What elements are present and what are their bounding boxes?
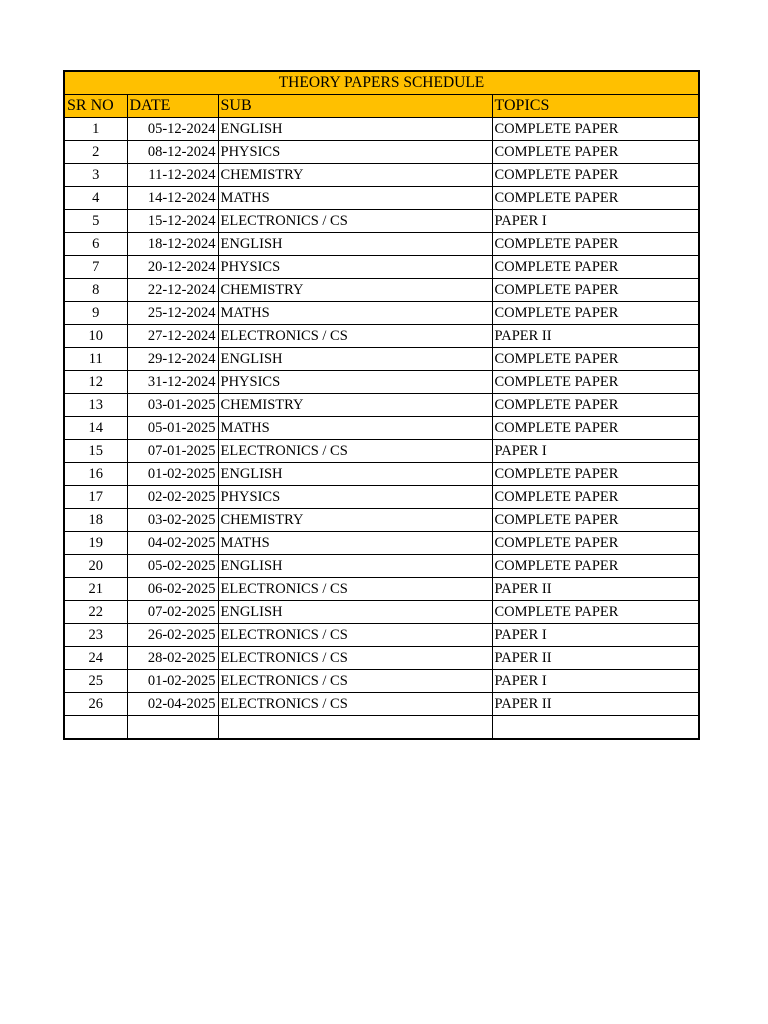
cell-date: 11-12-2024 [127, 164, 218, 187]
cell-sub: MATHS [218, 532, 492, 555]
cell-sr-no: 4 [64, 187, 127, 210]
table-row [64, 624, 699, 647]
cell-sr-no: 25 [64, 670, 127, 693]
title-row [64, 71, 699, 95]
cell-sub: CHEMISTRY [218, 509, 492, 532]
cell-date: 08-12-2024 [127, 141, 218, 164]
table-row [64, 601, 699, 624]
cell-sub: ELECTRONICS / CS [218, 578, 492, 601]
table-row [64, 417, 699, 440]
cell-date: 05-02-2025 [127, 555, 218, 578]
cell-date: 14-12-2024 [127, 187, 218, 210]
cell-date: 28-02-2025 [127, 647, 218, 670]
cell-sr-no: 17 [64, 486, 127, 509]
cell-sr-no: 2 [64, 141, 127, 164]
cell-sub: ELECTRONICS / CS [218, 670, 492, 693]
header-topics: TOPICS [492, 95, 699, 118]
cell-sub: PHYSICS [218, 371, 492, 394]
cell-sr-no: 1 [64, 118, 127, 141]
cell-date: 01-02-2025 [127, 463, 218, 486]
cell-sr-no: 12 [64, 371, 127, 394]
empty-row [64, 716, 699, 740]
cell-date: 06-02-2025 [127, 578, 218, 601]
cell-topics: PAPER I [492, 670, 699, 693]
cell-sr-no: 18 [64, 509, 127, 532]
cell-sr-no: 3 [64, 164, 127, 187]
cell-sub: PHYSICS [218, 141, 492, 164]
cell-sr-no: 8 [64, 279, 127, 302]
cell-topics: COMPLETE PAPER [492, 141, 699, 164]
table-row [64, 578, 699, 601]
cell-topics: COMPLETE PAPER [492, 118, 699, 141]
table-row [64, 463, 699, 486]
cell-sr-no: 13 [64, 394, 127, 417]
empty-cell [64, 716, 127, 740]
cell-topics: COMPLETE PAPER [492, 601, 699, 624]
cell-topics: PAPER I [492, 210, 699, 233]
cell-topics: COMPLETE PAPER [492, 302, 699, 325]
cell-sub: MATHS [218, 417, 492, 440]
cell-topics: PAPER II [492, 578, 699, 601]
cell-date: 27-12-2024 [127, 325, 218, 348]
table-row [64, 302, 699, 325]
cell-date: 03-02-2025 [127, 509, 218, 532]
table-row [64, 118, 699, 141]
empty-cell [127, 716, 218, 740]
cell-sub: CHEMISTRY [218, 164, 492, 187]
table-row [64, 233, 699, 256]
cell-sr-no: 23 [64, 624, 127, 647]
schedule-table [63, 70, 700, 740]
cell-topics: PAPER II [492, 647, 699, 670]
cell-sub: ENGLISH [218, 233, 492, 256]
cell-sub: CHEMISTRY [218, 394, 492, 417]
cell-sr-no: 10 [64, 325, 127, 348]
cell-sub: ENGLISH [218, 118, 492, 141]
cell-sub: ELECTRONICS / CS [218, 440, 492, 463]
table-row [64, 141, 699, 164]
header-sub: SUB [218, 95, 492, 118]
cell-topics: COMPLETE PAPER [492, 555, 699, 578]
cell-date: 05-12-2024 [127, 118, 218, 141]
table-row [64, 210, 699, 233]
cell-date: 02-04-2025 [127, 693, 218, 716]
cell-topics: COMPLETE PAPER [492, 187, 699, 210]
cell-topics: COMPLETE PAPER [492, 164, 699, 187]
cell-date: 20-12-2024 [127, 256, 218, 279]
table-row [64, 256, 699, 279]
cell-topics: COMPLETE PAPER [492, 394, 699, 417]
cell-date: 29-12-2024 [127, 348, 218, 371]
cell-sr-no: 15 [64, 440, 127, 463]
cell-sr-no: 21 [64, 578, 127, 601]
cell-date: 05-01-2025 [127, 417, 218, 440]
cell-sr-no: 7 [64, 256, 127, 279]
cell-date: 26-02-2025 [127, 624, 218, 647]
cell-date: 04-02-2025 [127, 532, 218, 555]
cell-sub: CHEMISTRY [218, 279, 492, 302]
table-row [64, 555, 699, 578]
cell-date: 31-12-2024 [127, 371, 218, 394]
cell-date: 07-02-2025 [127, 601, 218, 624]
cell-sub: ELECTRONICS / CS [218, 647, 492, 670]
table-row [64, 371, 699, 394]
table-row [64, 647, 699, 670]
cell-sr-no: 19 [64, 532, 127, 555]
table-row [64, 279, 699, 302]
cell-topics: PAPER I [492, 440, 699, 463]
cell-topics: COMPLETE PAPER [492, 463, 699, 486]
cell-topics: COMPLETE PAPER [492, 486, 699, 509]
cell-sr-no: 20 [64, 555, 127, 578]
cell-topics: COMPLETE PAPER [492, 279, 699, 302]
cell-date: 15-12-2024 [127, 210, 218, 233]
cell-sub: ELECTRONICS / CS [218, 210, 492, 233]
table-row [64, 440, 699, 463]
cell-date: 25-12-2024 [127, 302, 218, 325]
cell-sr-no: 5 [64, 210, 127, 233]
header-row [64, 95, 699, 118]
cell-sub: ENGLISH [218, 463, 492, 486]
cell-sub: MATHS [218, 302, 492, 325]
table-row [64, 187, 699, 210]
cell-topics: PAPER II [492, 325, 699, 348]
cell-sub: PHYSICS [218, 256, 492, 279]
cell-sr-no: 9 [64, 302, 127, 325]
table-row [64, 348, 699, 371]
empty-cell [492, 716, 699, 740]
cell-date: 03-01-2025 [127, 394, 218, 417]
cell-date: 18-12-2024 [127, 233, 218, 256]
table-row [64, 325, 699, 348]
table-row [64, 509, 699, 532]
cell-topics: COMPLETE PAPER [492, 348, 699, 371]
cell-date: 07-01-2025 [127, 440, 218, 463]
table-row [64, 670, 699, 693]
cell-topics: PAPER I [492, 624, 699, 647]
cell-topics: COMPLETE PAPER [492, 532, 699, 555]
cell-sr-no: 26 [64, 693, 127, 716]
header-sr-no: SR NO [64, 95, 127, 118]
cell-sr-no: 24 [64, 647, 127, 670]
cell-sr-no: 16 [64, 463, 127, 486]
cell-sub: ELECTRONICS / CS [218, 693, 492, 716]
cell-date: 01-02-2025 [127, 670, 218, 693]
cell-topics: COMPLETE PAPER [492, 256, 699, 279]
cell-sr-no: 6 [64, 233, 127, 256]
cell-sr-no: 11 [64, 348, 127, 371]
cell-topics: COMPLETE PAPER [492, 371, 699, 394]
table-row [64, 532, 699, 555]
cell-topics: PAPER II [492, 693, 699, 716]
table-row [64, 164, 699, 187]
cell-sr-no: 14 [64, 417, 127, 440]
cell-topics: COMPLETE PAPER [492, 417, 699, 440]
cell-date: 22-12-2024 [127, 279, 218, 302]
cell-sub: ENGLISH [218, 601, 492, 624]
cell-sub: PHYSICS [218, 486, 492, 509]
cell-sub: MATHS [218, 187, 492, 210]
table-row [64, 394, 699, 417]
cell-topics: COMPLETE PAPER [492, 233, 699, 256]
empty-cell [218, 716, 492, 740]
cell-sub: ENGLISH [218, 555, 492, 578]
cell-date: 02-02-2025 [127, 486, 218, 509]
table-row [64, 486, 699, 509]
cell-sub: ELECTRONICS / CS [218, 325, 492, 348]
cell-sub: ELECTRONICS / CS [218, 624, 492, 647]
header-date: DATE [127, 95, 218, 118]
cell-sr-no: 22 [64, 601, 127, 624]
table-title: THEORY PAPERS SCHEDULE [64, 71, 699, 95]
cell-sub: ENGLISH [218, 348, 492, 371]
table-row [64, 693, 699, 716]
cell-topics: COMPLETE PAPER [492, 509, 699, 532]
